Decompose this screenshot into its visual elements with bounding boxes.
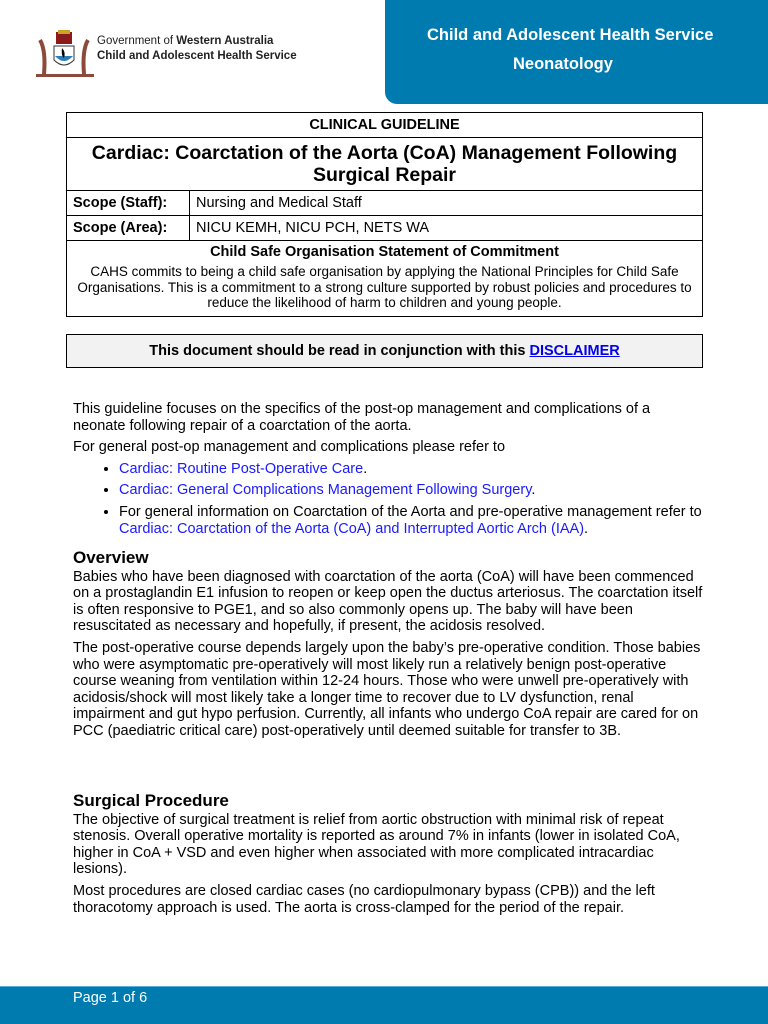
surgical-paragraph-2: Most procedures are closed cardiac cases (no cardiopulmonary bypass (CPB)) and the left thoracotomy approach is used. The aorta is cross-clamped for the period of the repair.: [73, 882, 655, 916]
header-tab: [385, 0, 768, 104]
coa-iaa-link[interactable]: Cardiac: Coarctation of the Aorta (CoA) and Interrupted Aortic Arch (IAA): [119, 520, 585, 537]
organisation-name: [97, 34, 297, 64]
scope-area-label: Scope (Area):: [67, 216, 190, 241]
overview-paragraph-1: Babies who have been diagnosed with coarctation of the aorta (CoA) will have been commenced on a prostaglandin E1 infusion to reopen or keep open the ductus arteriosus. The coarctation itself is often responsive to PGE1, and so also commonly opens up. The baby will have been resuscitated as necessary and hopefully, if present, the acidosis resolved.: [73, 568, 703, 635]
surgical-heading: Surgical Procedure: [73, 791, 229, 810]
header-service: Child and Adolescent Health Service: [427, 26, 714, 44]
disclaimer-link[interactable]: DISCLAIMER: [529, 343, 620, 359]
org-line-1: Government of: [97, 35, 177, 47]
list-item: [119, 461, 703, 478]
scope-area-value: NICU KEMH, NICU PCH, NETS WA: [190, 216, 703, 241]
intro-refer-text: For general post-op management and complications please refer to: [73, 439, 506, 456]
intro-paragraph: This guideline focuses on the specifics of the post-op management and complications of a neonate following repair of a coarctation of the aorta.: [73, 401, 651, 434]
guideline-type: CLINICAL GUIDELINE: [67, 113, 703, 138]
child-safe-heading: Child Safe Organisation Statement of Commitment: [210, 244, 559, 260]
wa-coat-of-arms-logo: [34, 30, 96, 78]
page-number: Page 1 of 6: [73, 990, 148, 1006]
scope-staff-label: Scope (Staff):: [67, 191, 190, 216]
reference-list: [73, 461, 703, 537]
overview-paragraph-2: The post-operative course depends largely upon the baby’s pre-operative condition. Those babies who were asymptomatic pre-operatively will most likely run a relatively benign post-operative course weaning from ventilation within 12-24 hours. Those who were unwell pre-operatively with acidosis/shock will most likely take a longer time to recover due to LV dysfunction, renal impairment and gut hypo perfusion. Currently, all infants who undergo CoA repair are cared for on PCC (paediatric critical care) post-operatively until deemed suitable for transfer to 3B.: [73, 639, 701, 739]
list-item: [119, 482, 703, 499]
overview-section: [73, 550, 703, 745]
disclaimer-box: [66, 334, 703, 368]
routine-post-op-care-link[interactable]: Cardiac: Routine Post-Operative Care: [119, 460, 364, 477]
disclaimer-text: This document should be read in conjunction with this: [149, 343, 530, 359]
guideline-table: [66, 112, 703, 317]
page-title: Cardiac: Coarctation of the Aorta (CoA) Management Following Surgical Repair: [67, 138, 703, 191]
overview-heading: Overview: [73, 548, 149, 567]
child-safe-text: CAHS commits to being a child safe organisation by applying the National Principles for Child Safe Organisations. This is a commitment to a strong culture supported by robust policies and procedures to reduce the likelihood of harm to children and young people.: [77, 264, 692, 310]
list-text: For general information on Coarctation of the Aorta and pre-operative management refer to: [119, 503, 702, 520]
general-complications-link[interactable]: Cardiac: General Complications Management Following Surgery: [119, 482, 532, 499]
header-department: Neonatology: [513, 55, 613, 73]
org-line-2: Child and Adolescent Health Service: [97, 50, 297, 62]
punct: .: [363, 460, 368, 477]
punct: .: [584, 520, 589, 537]
intro-section: [73, 401, 703, 542]
org-line-1-bold: Western Australia: [176, 35, 274, 47]
list-item: [119, 504, 703, 537]
surgical-paragraph-1: The objective of surgical treatment is relief from aortic obstruction with minimal risk of repeat stenosis. Overall operative mortality is reported as around 7% in infants (lower in isolated CoA, higher in CoA + VSD and even higher when associated with more complicated intracardiac lesions).: [73, 811, 680, 878]
surgical-section: [73, 793, 703, 921]
punct: .: [531, 482, 536, 499]
scope-staff-value: Nursing and Medical Staff: [190, 191, 703, 216]
page-footer: [0, 986, 768, 1024]
